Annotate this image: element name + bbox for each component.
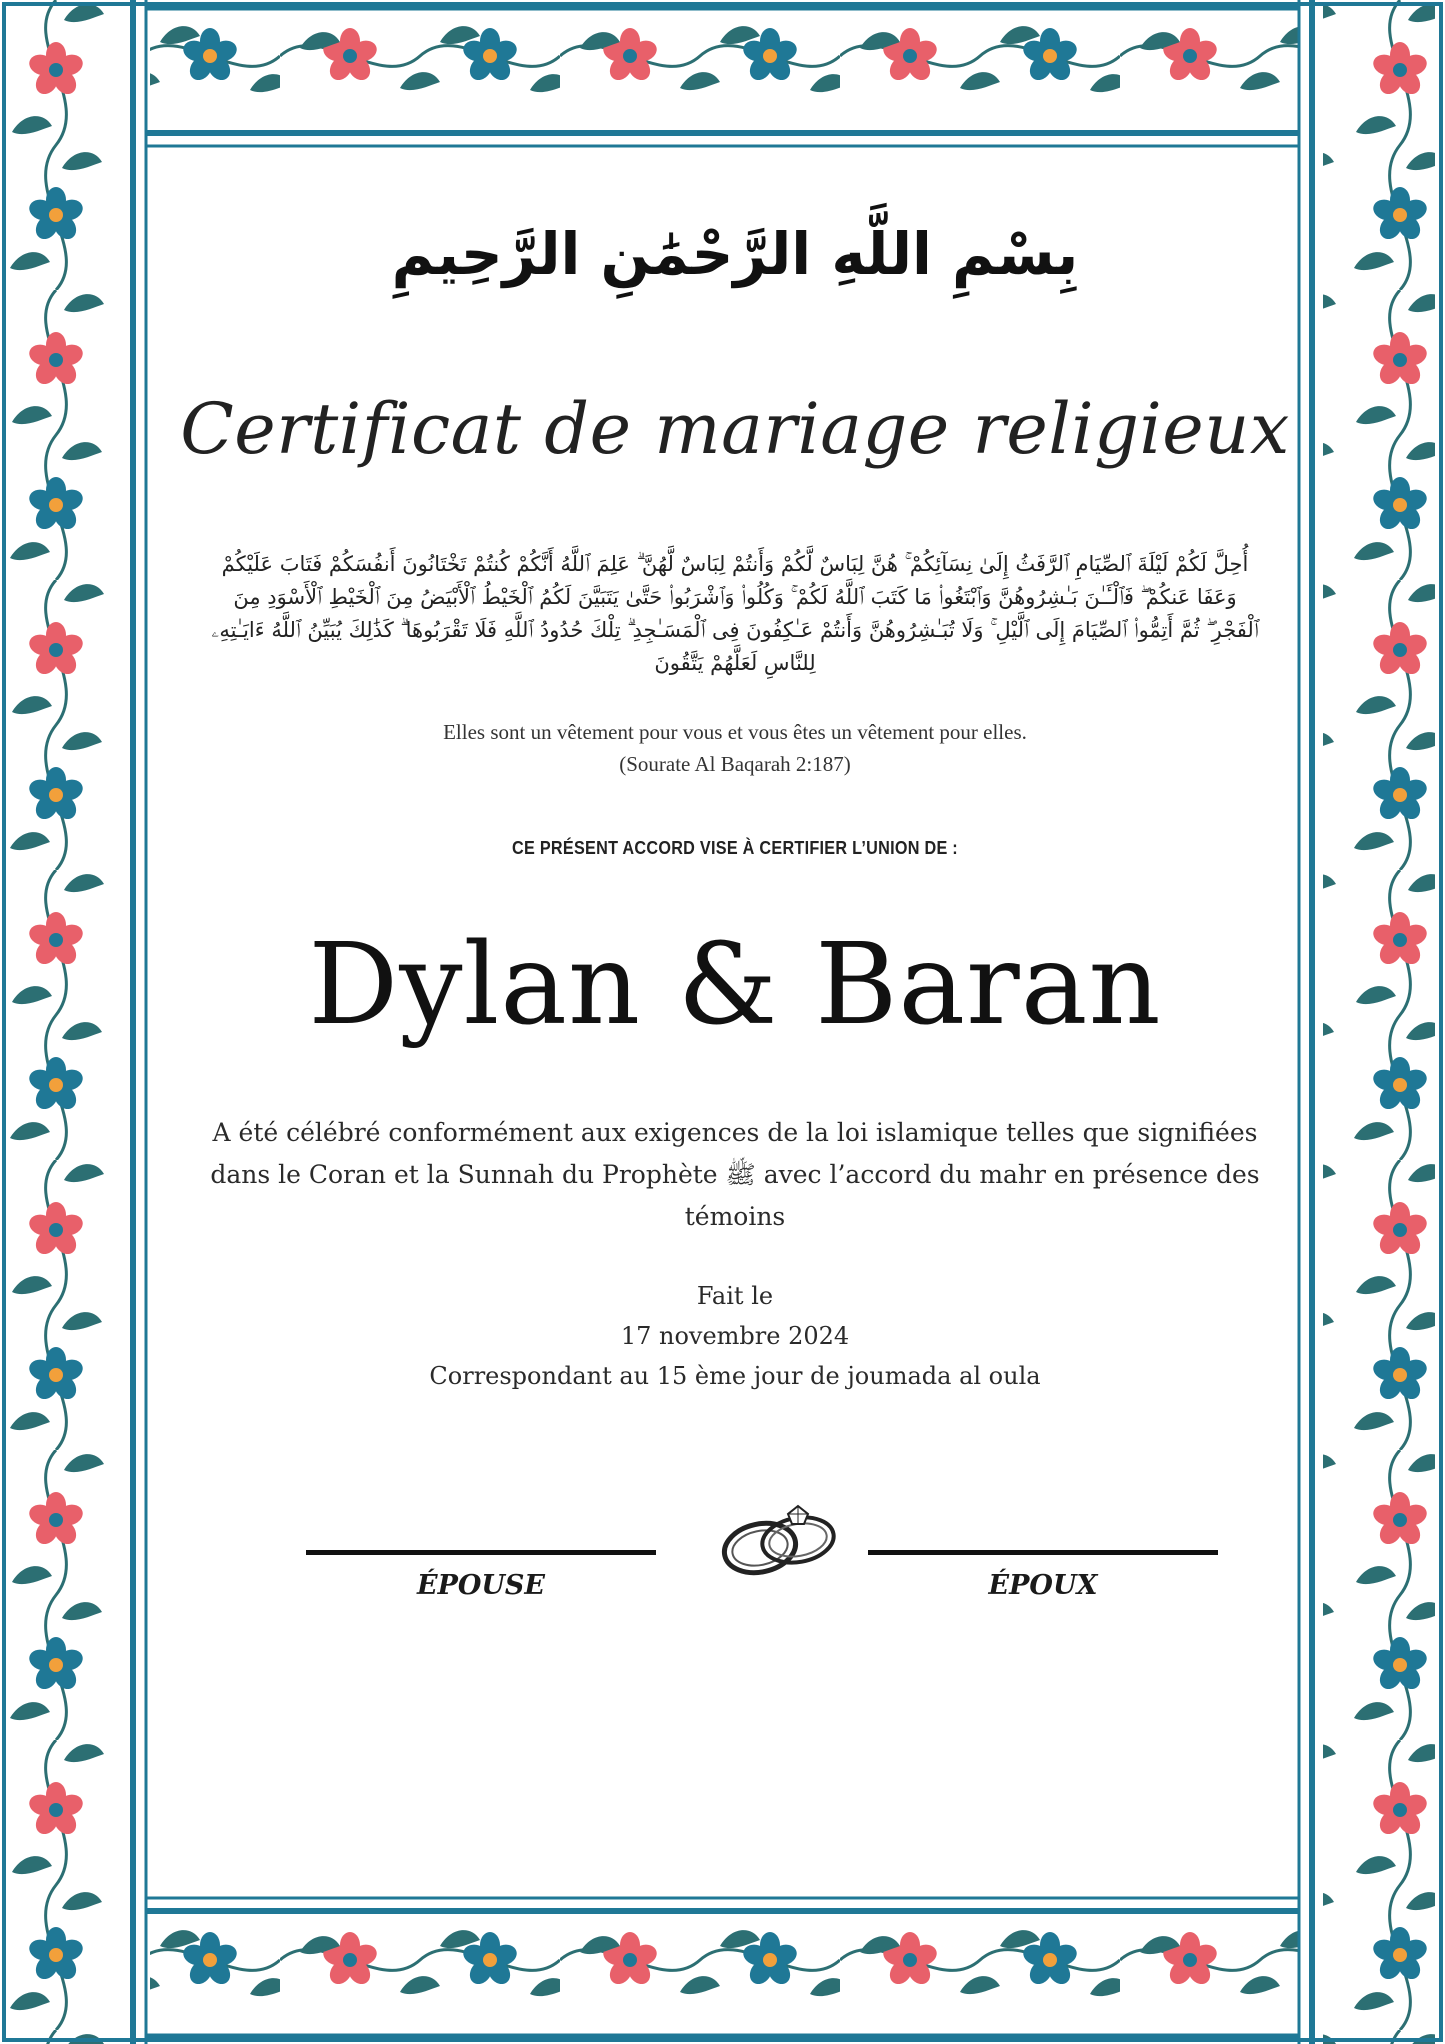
- verse-translation-block: [160, 716, 1310, 780]
- certificate-title: Certificat de mariage religieux: [180, 388, 1290, 470]
- date-label: Fait le: [696, 1282, 774, 1310]
- verse-translation: Elles sont un vêtement pour vous et vous êtes un vêtement pour elles.: [443, 720, 1027, 744]
- basmala-text: بِسْمِ اللَّهِ الرَّحْمَٰنِ الرَّحِيمِ: [391, 220, 1079, 288]
- signature-label-groom: ÉPOUX: [988, 1570, 1098, 1601]
- signature-label-bride: ÉPOUSE: [416, 1570, 546, 1601]
- certificate-body: [160, 150, 1310, 1890]
- signature-line-bride: [306, 1550, 656, 1555]
- ceremony-statement: A été célébré conformément aux exigences de la loi islamique telles que signifiées dans le Coran et la Sunnah du Prophète ﷺ avec l’accord du mahr en présence des témoins: [210, 1118, 1260, 1231]
- verse-reference: (Sourate Al Baqarah 2:187): [619, 752, 851, 776]
- quran-verse-arabic: أُحِلَّ لَكُمْ لَيْلَةَ ٱلصِّيَامِ ٱلرَّفَثُ إِلَىٰ نِسَآئِكُمْ ۚ هُنَّ لِبَاسٌ لَّكُمْ وَأَنتُمْ لِبَاسٌ لَّهُنَّ ۗ عَلِمَ ٱللَّهُ أَنَّكُمْ كُنتُمْ تَخْتَانُونَ أَنفُسَكُمْ فَتَابَ عَلَيْكُمْ وَعَفَا عَنكُمْ ۖ فَٱلْـَٔـٰنَ بَـٰشِرُوهُنَّ وَٱبْتَغُوا۟ مَا كَتَبَ ٱللَّهُ لَكُمْ ۚ وَكُلُوا۟ وَٱشْرَبُوا۟ حَتَّىٰ يَتَبَيَّنَ لَكُمُ ٱلْخَيْطُ ٱلْأَبْيَضُ مِنَ ٱلْخَيْطِ ٱلْأَسْوَدِ مِنَ ٱلْفَجْرِ ۖ ثُمَّ أَتِمُّوا۟ ٱلصِّيَامَ إِلَى ٱلَّيْلِ ۚ وَلَا تُبَـٰشِرُوهُنَّ وَأَنتُمْ عَـٰكِفُونَ فِى ٱلْمَسَـٰجِدِ ۗ تِلْكَ حُدُودُ ٱللَّهِ فَلَا تَقْرَبُوهَا ۗ كَذَٰلِكَ يُبَيِّنُ ٱللَّهُ ءَايَـٰتِهِۦ لِلنَّاسِ لَعَلَّهُمْ يَتَّقُونَ: [211, 552, 1259, 675]
- basmala: [160, 220, 1310, 288]
- wedding-rings-icon: [718, 1500, 848, 1580]
- intro-statement: CE PRÉSENT ACCORD VISE À CERTIFIER L’UNION DE :: [512, 838, 958, 858]
- hijri-date: Correspondant au 15 ème jour de joumada al oula: [429, 1362, 1041, 1390]
- signature-line-groom: [868, 1550, 1218, 1555]
- couple-names: Dylan & Baran: [308, 920, 1162, 1050]
- date-block: [160, 1276, 1310, 1396]
- date-value: 17 novembre 2024: [620, 1322, 850, 1350]
